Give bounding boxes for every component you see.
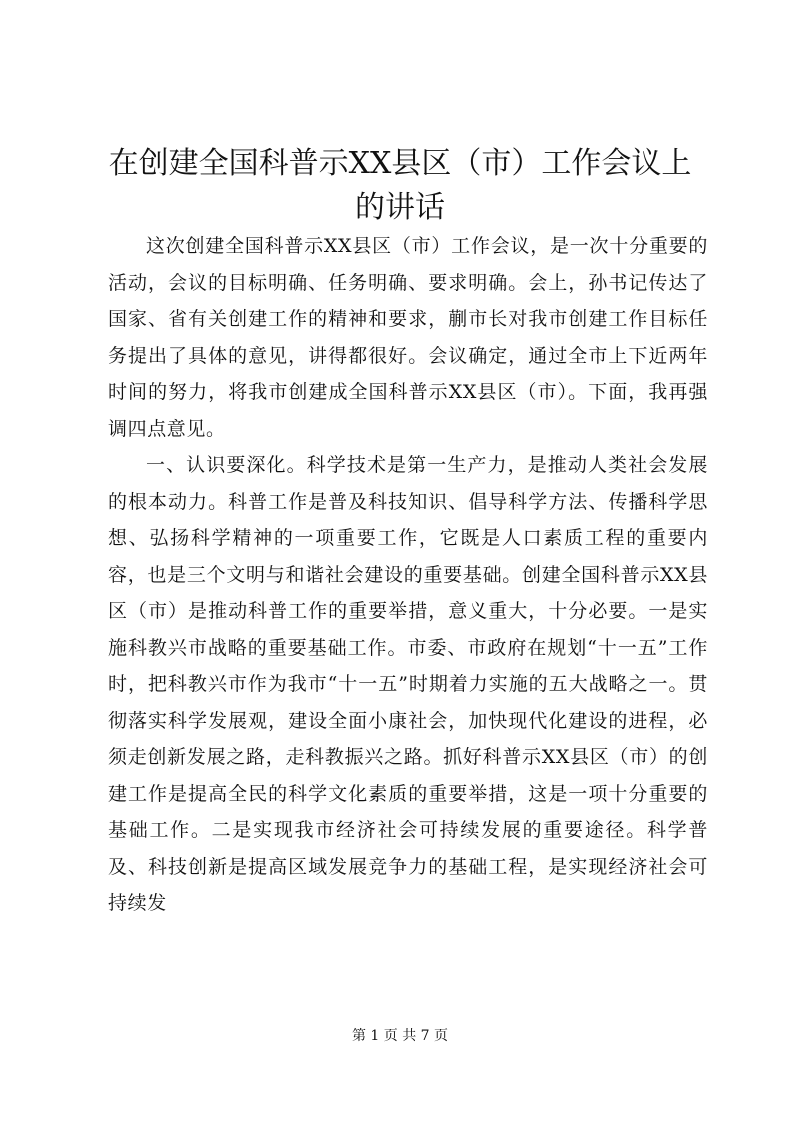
page-indicator: 第 1 页 共 7 页 bbox=[351, 1028, 449, 1044]
document-title: 在创建全国科普示XX县区（市）工作会议上的讲话 bbox=[108, 146, 692, 225]
paragraph-intro: 这次创建全国科普示XX县区（市）工作会议，是一次十分重要的活动，会议的目标明确、任务明确、要求明确。会上，孙书记传达了国家、省有关创建工作的精神和要求，蒯市长对我市创建工作目标任务提出了具体的意见，讲得都很好。会议确定，通过全市上下近两年时间的努力，将我市创建成全国科普示XX县区（市）。下面，我再强调四点意见。 bbox=[108, 235, 708, 440]
document-body bbox=[108, 228, 708, 922]
paragraph-section-one: 一、认识要深化。科学技术是第一生产力，是推动人类社会发展的根本动力。科普工作是普及科技知识、倡导科学方法、传播科学思想、弘扬科学精神的一项重要工作，它既是人口素质工程的重要内容，也是三个文明与和谐社会建设的重要基础。创建全国科普示XX县区（市）是推动科普工作的重要举措，意义重大，十分必要。一是实施科教兴市战略的重要基础工作。市委、市政府在规划“十一五”工作时，把科教兴市作为我市“十一五”时期着力实施的五大战略之一。贯彻落实科学发展观，建设全面小康社会，加快现代化建设的进程，必须走创新发展之路，走科教振兴之路。抓好科普示XX县区（市）的创建工作是提高全民的科学文化素质的重要举措，这是一项十分重要的基础工作。二是实现我市经济社会可持续发展的重要途径。科学普及、科技创新是提高区域发展竞争力的基础工程，是实现经济社会可持续发 bbox=[108, 454, 708, 914]
